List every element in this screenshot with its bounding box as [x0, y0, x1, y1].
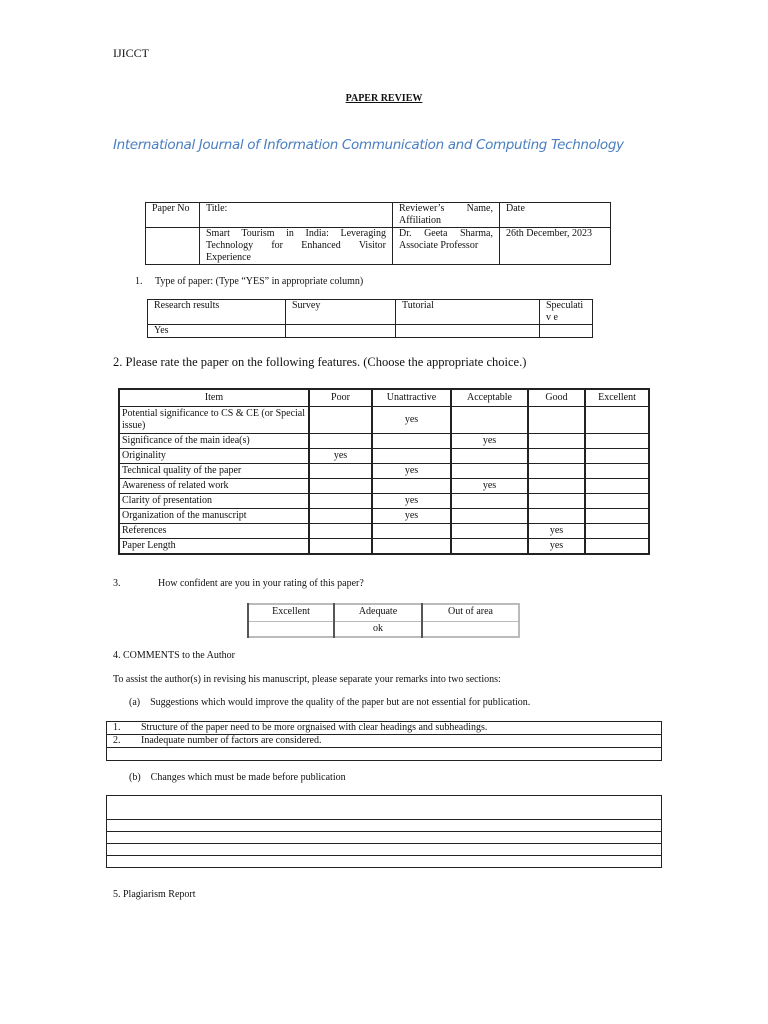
conf-val-adequate: ok: [334, 622, 422, 638]
rating-cell: [309, 479, 372, 494]
rating-cell: [585, 407, 649, 434]
rating-item-label: Awareness of related work: [119, 479, 309, 494]
suggestion-text: Inadequate number of factors are considered.: [141, 735, 322, 746]
suggestion-cell: [107, 748, 662, 761]
rating-cell: [585, 494, 649, 509]
rating-cell: yes: [528, 539, 585, 555]
rating-cell: [528, 407, 585, 434]
changes-row: [107, 832, 662, 844]
suggestion-row: [107, 722, 662, 735]
rating-cell: [451, 524, 528, 539]
changes-row: [107, 856, 662, 868]
rating-cell: [585, 524, 649, 539]
rating-item-label: Technical quality of the paper: [119, 464, 309, 479]
rate-header-acceptable: Acceptable: [451, 389, 528, 407]
title-header: Title:: [200, 203, 393, 228]
changes-table: [106, 795, 662, 868]
type-val-speculative: [540, 325, 593, 338]
confidence-table: [247, 603, 520, 638]
rating-cell: [528, 509, 585, 524]
rating-cell: [309, 509, 372, 524]
rating-cell: [309, 494, 372, 509]
rating-cell: [372, 449, 451, 464]
rating-item-label: Potential significance to CS & CE (or Special issue): [119, 407, 309, 434]
rating-cell: [372, 524, 451, 539]
suggestion-number: 2.: [113, 735, 121, 746]
rating-cell: [585, 539, 649, 555]
changes-row: [107, 796, 662, 820]
rating-row: [119, 479, 649, 494]
rating-item-label: References: [119, 524, 309, 539]
type-val-research: Yes: [148, 325, 286, 338]
rating-cell: [451, 449, 528, 464]
rating-cell: [451, 539, 528, 555]
rating-cell: [372, 479, 451, 494]
rating-cell: yes: [451, 479, 528, 494]
rating-cell: [585, 509, 649, 524]
rating-cell: yes: [372, 464, 451, 479]
type-col-tutorial: Tutorial: [396, 300, 540, 325]
rating-cell: [451, 464, 528, 479]
conf-header-out-of-area: Out of area: [422, 604, 519, 622]
conf-header-excellent: Excellent: [248, 604, 334, 622]
rating-cell: [372, 434, 451, 449]
changes-row: [107, 844, 662, 856]
conf-val-out-of-area: [422, 622, 519, 638]
paper-no-value: [146, 228, 200, 265]
suggestions-table: [106, 721, 662, 761]
rate-header-excellent: Excellent: [585, 389, 649, 407]
type-col-research: Research results: [148, 300, 286, 325]
suggestion-row: [107, 735, 662, 748]
comments-intro: To assist the author(s) in revising his manuscript, please separate your remarks into two sections:: [113, 674, 501, 685]
rating-cell: [451, 509, 528, 524]
doc-title: PAPER REVIEW: [345, 93, 423, 104]
type-col-survey: Survey: [286, 300, 396, 325]
date-value: 26th December, 2023: [500, 228, 611, 265]
suggestion-cell: [107, 722, 662, 735]
rating-item-label: Significance of the main idea(s): [119, 434, 309, 449]
rating-row: [119, 449, 649, 464]
rating-cell: [451, 494, 528, 509]
rating-item-label: Clarity of presentation: [119, 494, 309, 509]
type-of-paper-table: [147, 299, 593, 338]
rating-cell: [528, 479, 585, 494]
paper-info-table: [145, 202, 611, 265]
rating-cell: [585, 449, 649, 464]
changes-row: [107, 820, 662, 832]
rating-cell: [528, 434, 585, 449]
reviewer-header: Reviewer’s Name, Affiliation: [393, 203, 500, 228]
type-val-survey: [286, 325, 396, 338]
rating-cell: [585, 434, 649, 449]
type-val-tutorial: [396, 325, 540, 338]
rating-cell: yes: [372, 509, 451, 524]
comments-b-label: (b) Changes which must be made before publication: [129, 772, 346, 783]
confidence-label: How confident are you in your rating of this paper?: [158, 578, 364, 589]
rate-header-good: Good: [528, 389, 585, 407]
type-col-speculative: Speculativ e: [540, 300, 593, 325]
rating-cell: [309, 434, 372, 449]
conf-val-excellent: [248, 622, 334, 638]
rate-header-poor: Poor: [309, 389, 372, 407]
rating-item-label: Originality: [119, 449, 309, 464]
rating-cell: [528, 449, 585, 464]
rating-cell: [585, 464, 649, 479]
rating-table: [118, 388, 650, 555]
rating-cell: [309, 464, 372, 479]
rating-row: [119, 407, 649, 434]
comments-heading: 4. COMMENTS to the Author: [113, 650, 235, 661]
rating-row: [119, 509, 649, 524]
rating-cell: [451, 407, 528, 434]
rating-cell: yes: [372, 407, 451, 434]
rating-row: [119, 494, 649, 509]
suggestion-row: [107, 748, 662, 761]
paper-title-value: Smart Tourism in India: Leveraging Technology for Enhanced Visitor Experience: [200, 228, 393, 265]
rating-cell: [528, 464, 585, 479]
conf-header-adequate: Adequate: [334, 604, 422, 622]
suggestion-text: Structure of the paper need to be more orgnaised with clear headings and subheadings.: [141, 722, 488, 733]
rating-cell: yes: [309, 449, 372, 464]
rating-cell: [372, 539, 451, 555]
rating-cell: yes: [451, 434, 528, 449]
rating-cell: [309, 407, 372, 434]
reviewer-value: Dr. Geeta Sharma, Associate Professor: [393, 228, 500, 265]
rating-item-label: Paper Length: [119, 539, 309, 555]
rating-row: [119, 524, 649, 539]
rating-cell: [585, 479, 649, 494]
rating-cell: [309, 539, 372, 555]
rating-cell: [528, 494, 585, 509]
paper-no-header: Paper No: [146, 203, 200, 228]
date-header: Date: [500, 203, 611, 228]
rate-header-unattractive: Unattractive: [372, 389, 451, 407]
journal-abbrev: IJICCT: [113, 46, 149, 60]
rating-row: [119, 539, 649, 555]
journal-name: International Journal of Information Communication and Computing Technology: [113, 137, 624, 153]
rating-cell: yes: [528, 524, 585, 539]
rating-cell: [309, 524, 372, 539]
rate-header-item: Item: [119, 389, 309, 407]
rating-item-label: Organization of the manuscript: [119, 509, 309, 524]
plagiarism-heading: 5. Plagiarism Report: [113, 889, 196, 900]
rate-label: 2. Please rate the paper on the following features. (Choose the appropriate choice.): [113, 355, 527, 369]
suggestion-cell: [107, 735, 662, 748]
confidence-num: 3.: [113, 578, 121, 589]
rating-cell: yes: [372, 494, 451, 509]
type-of-paper-label: 1. Type of paper: (Type “YES” in appropriate column): [135, 276, 364, 287]
suggestion-number: 1.: [113, 722, 121, 733]
rating-row: [119, 464, 649, 479]
rating-row: [119, 434, 649, 449]
comments-a-label: (a) Suggestions which would improve the quality of the paper but are not essential for publication.: [129, 697, 531, 708]
